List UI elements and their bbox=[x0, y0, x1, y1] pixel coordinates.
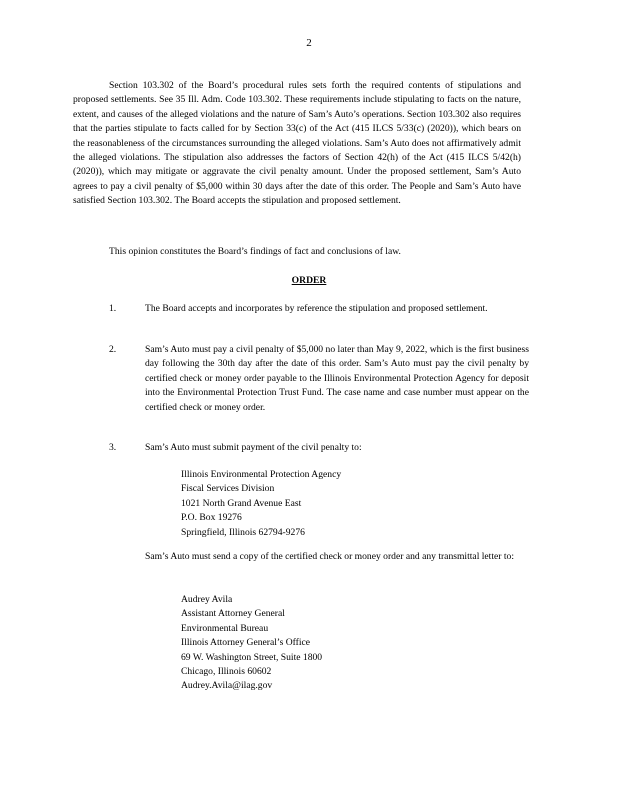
order-item-2 bbox=[109, 343, 529, 415]
copy-address bbox=[181, 593, 322, 694]
address-line: 1021 North Grand Avenue East bbox=[181, 497, 302, 509]
email-address: Audrey.Avila@ilag.gov bbox=[181, 680, 273, 692]
address-line: Illinois Attorney General’s Office bbox=[181, 637, 311, 649]
order-item-text: Sam’s Auto must submit payment of the civil penalty to: bbox=[145, 442, 362, 453]
order-item-1 bbox=[109, 302, 529, 316]
order-heading: ORDER bbox=[291, 275, 327, 286]
payment-address bbox=[181, 468, 341, 540]
address-line: Illinois Environmental Protection Agency bbox=[181, 469, 342, 480]
findings-paragraph: This opinion constitutes the Board’s findings of fact and conclusions of law. bbox=[109, 246, 401, 257]
address-line: Fiscal Services Division bbox=[181, 483, 275, 495]
order-item-number: 1. bbox=[109, 303, 117, 314]
address-line: Environmental Bureau bbox=[181, 622, 269, 634]
address-line: Assistant Attorney General bbox=[181, 608, 285, 620]
address-line: Audrey Avila bbox=[181, 594, 233, 605]
order-item-3 bbox=[109, 441, 529, 455]
address-line: Chicago, Illinois 60602 bbox=[181, 665, 272, 677]
address-line: Springfield, Illinois 62794-9276 bbox=[181, 526, 305, 538]
order-item-text: Sam’s Auto must pay a civil penalty of $5,000 no later than May 9, 2022, which is the first business day following the 30th day after the date of this order. Sam’s Auto must pay the civil penalty by certified check or money order payable to the Illinois Environmental Protection Agency for deposit into the Environmental Protection Trust Fund. The case name and case number must appear on the certified check or money order. bbox=[145, 344, 529, 413]
page-number: 2 bbox=[306, 37, 312, 49]
order-item-text: The Board accepts and incorporates by reference the stipulation and proposed settlement. bbox=[145, 303, 488, 314]
order-item-number: 3. bbox=[109, 442, 117, 453]
copy-instruction: Sam’s Auto must send a copy of the certified check or money order and any transmittal letter to: bbox=[145, 551, 514, 562]
stipulation-paragraph: Section 103.302 of the Board’s procedural rules sets forth the required contents of stipulations and proposed settlements. See 35 Ill. Adm. Code 103.302. These requirements include stipulating to facts on the nature, extent, and causes of the alleged violations and the nature of Sam’s Auto’s operations. Section 103.302 also requires that the parties stipulate to facts called for by Section 33(c) of the Act (415 ILCS 5/33(c) (2020)), which bears on the reasonableness of the circumstances surrounding the alleged violations. Sam’s Auto does not affirmatively admit the alleged violations. The stipulation also addresses the factors of Section 42(h) of the Act (415 ILCS 5/42(h) (2020)), which may mitigate or aggravate the civil penalty amount. Under the proposed settlement, Sam’s Auto agrees to pay a civil penalty of $5,000 within 30 days after the date of this order. The People and Sam’s Auto have satisfied Section 103.302. The Board accepts the stipulation and proposed settlement. bbox=[73, 80, 521, 207]
address-line: P.O. Box 19276 bbox=[181, 512, 242, 524]
order-item-number: 2. bbox=[109, 344, 117, 355]
address-line: 69 W. Washington Street, Suite 1800 bbox=[181, 651, 323, 663]
